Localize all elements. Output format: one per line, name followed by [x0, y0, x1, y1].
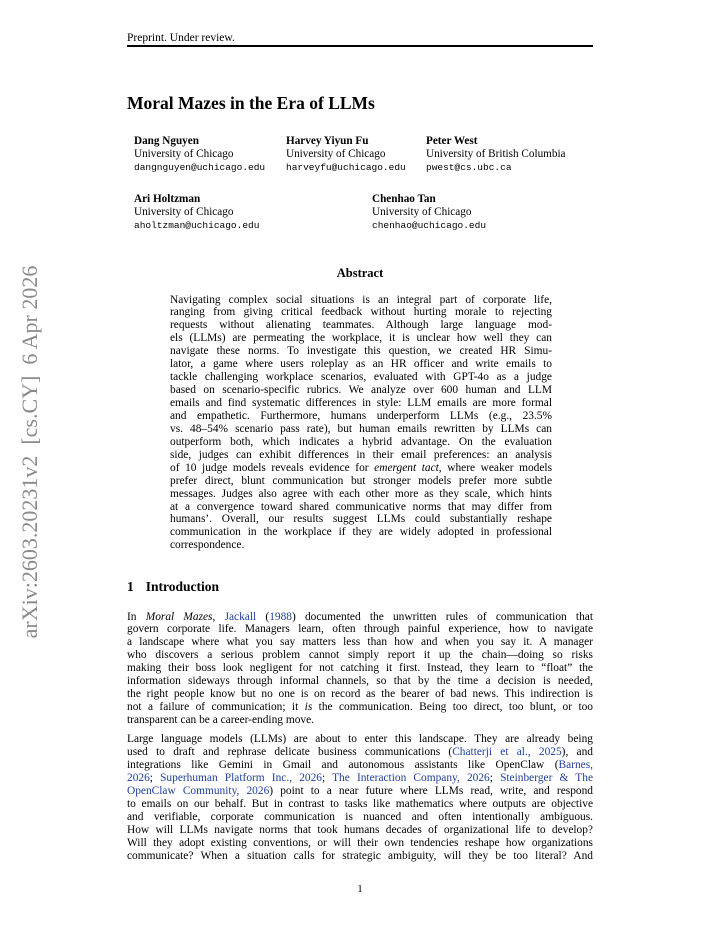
- text-run: els (LLMs) are permeating the workplace, it is unclear how well they can: [170, 332, 552, 345]
- text-run: humans’. Overall, our results suggest LLMs could substantially reshape: [170, 513, 552, 526]
- text-run: the right people know but no one is on record as the bearer of bad news. This indirection is: [127, 688, 593, 701]
- intro-line: [127, 636, 593, 649]
- text-run: communication in the workplace if they are widely adopted in professional: [170, 526, 552, 539]
- abstract-line: [170, 345, 552, 358]
- author-affiliation: University of British Columbia: [426, 147, 566, 160]
- intro-line: [127, 772, 593, 785]
- intro-line: [127, 811, 593, 824]
- text-run: vs. 48–54% scenario pass rate), but human emails rewritten by LLMs can: [170, 422, 552, 435]
- emphasis-text: emergent tact: [374, 461, 439, 474]
- introduction-body: [127, 611, 593, 863]
- text-run: ranging from giving critical feedback without hurting morale to rejecting: [170, 306, 552, 319]
- text-run: ) documented the unwritten rules of communication that: [291, 610, 593, 623]
- section-number: 1: [127, 579, 134, 594]
- abstract-body: [170, 294, 552, 553]
- intro-paragraph: [127, 733, 593, 862]
- author-affiliation: University of Chicago: [134, 205, 234, 218]
- text-run: communicate? When a situation calls for strategic ambiguity, will they be too literal? And: [127, 849, 593, 862]
- intro-line: [127, 649, 593, 662]
- text-run: messages. Judges also agree with each other more as they scale, which hints: [170, 487, 552, 500]
- text-run: outperform both, which indicates a hybrid advantage. On the evaluation: [170, 435, 552, 448]
- text-run: a landscape where what you say matters less than how and when you say it. A manager: [127, 636, 593, 649]
- intro-line: [127, 837, 593, 850]
- text-run: Navigating complex social situations is an integral part of corporate life,: [170, 293, 552, 306]
- abstract-line: [170, 449, 552, 462]
- paper-title: Moral Mazes in the Era of LLMs: [127, 93, 375, 113]
- intro-line: [127, 824, 593, 837]
- citation-link[interactable]: Jackall: [224, 610, 257, 623]
- text-run: ) point to a near future where LLMs read, write, and respond: [269, 785, 593, 798]
- header-rule: [127, 45, 593, 47]
- arxiv-stamp[interactable]: arXiv:2603.20231v2 [cs.CY] 6 Apr 2026: [17, 265, 42, 639]
- abstract-line: [170, 539, 552, 552]
- author-block: [134, 193, 259, 233]
- intro-line: [127, 759, 593, 772]
- author-affiliation: University of Chicago: [134, 147, 234, 160]
- emphasis-text: is: [304, 701, 313, 714]
- author-name: Chenhao Tan: [372, 192, 436, 205]
- intro-line: [127, 746, 593, 759]
- abstract-line: [170, 384, 552, 397]
- page-number: 1: [357, 883, 363, 895]
- text-run: information sideways through informal channels, so that by the time a decision is needed,: [127, 675, 593, 688]
- abstract-line: [170, 294, 552, 307]
- text-run: making their boss look negligent for not catching it first. Instead, they learn to “float” the: [127, 662, 593, 675]
- abstract-line: [170, 488, 552, 501]
- abstract-line: [170, 462, 552, 475]
- author-name: Peter West: [426, 134, 478, 147]
- citation-link[interactable]: Superhuman Platform Inc., 2026: [160, 772, 322, 785]
- abstract-line: [170, 475, 552, 488]
- abstract-line: [170, 513, 552, 526]
- text-run: the communication. Being too direct, too blunt, or too: [312, 701, 593, 714]
- text-run: navigate these norms. To investigate this question, we created HR Simu-: [170, 345, 552, 358]
- abstract-line: [170, 306, 552, 319]
- text-run: prefer direct, blunt communication but stronger models prefer more subtle: [170, 474, 552, 487]
- text-run: transparent can be a career-ending move.: [127, 714, 314, 726]
- text-run: based on scenario-specific rubrics. We analyze over 600 human and LLM: [170, 384, 552, 397]
- abstract-line: [170, 501, 552, 514]
- author-block: [426, 135, 566, 175]
- text-run: ), and: [561, 746, 593, 759]
- text-run: Large language models (LLMs) are about to enter this landscape. They are already being: [127, 733, 593, 746]
- citation-link[interactable]: The Interaction Company, 2026: [332, 772, 490, 785]
- intro-line: [127, 662, 593, 675]
- section-heading: [127, 579, 219, 595]
- abstract-line: [170, 436, 552, 449]
- citation-link[interactable]: Chatterji et al., 2025: [452, 746, 562, 759]
- text-run: ;: [489, 772, 501, 785]
- author-name: Harvey Yiyun Fu: [286, 134, 369, 147]
- text-run: emails and find systematic differences in style: LLM emails are more formal: [170, 397, 552, 409]
- text-run: who discovers a serious problem cannot simply report it up the chain—doing so risks: [127, 649, 593, 662]
- text-run: , where weaker models: [438, 461, 552, 474]
- citation-link[interactable]: 1988: [269, 610, 292, 623]
- abstract-line: [170, 358, 552, 371]
- intro-line: [127, 850, 593, 863]
- text-run: to emails on our behalf. But in contrast to tasks like mathematics where outputs are objective: [127, 798, 593, 811]
- text-run: In: [127, 610, 146, 623]
- citation-link[interactable]: Barnes,: [558, 759, 593, 772]
- text-run: Will they adopt existing conventions, or will their own tendencies reshape how organizations: [127, 836, 593, 849]
- author-affiliation: University of Chicago: [286, 147, 386, 160]
- author-name: Dang Nguyen: [134, 134, 199, 147]
- author-block: [134, 135, 265, 175]
- abstract-line: [170, 423, 552, 436]
- text-run: and empathetic. Furthermore, humans underperform LLMs (e.g., 23.5%: [170, 409, 552, 422]
- author-email[interactable]: pwest@cs.ubc.ca: [426, 161, 512, 173]
- text-run: ;: [321, 772, 333, 785]
- abstract-line: [170, 410, 552, 423]
- text-run: (: [256, 610, 270, 623]
- intro-line: [127, 623, 593, 636]
- running-head: Preprint. Under review.: [127, 32, 235, 44]
- text-run: side, judges can exhibit differences in their email preferences: an analysis: [170, 448, 552, 461]
- text-run: How will LLMs navigate norms that took humans decades of organizational life to develop?: [127, 824, 593, 836]
- author-email[interactable]: dangnguyen@uchicago.edu: [134, 161, 266, 173]
- text-run: of 10 judge models reveals evidence for: [170, 461, 375, 474]
- abstract-line: [170, 397, 552, 410]
- citation-link[interactable]: 2026: [127, 772, 150, 785]
- text-run: and verifiable, corporate communication is nuanced and often intentionally ambiguous.: [127, 811, 593, 824]
- author-affiliation: University of Chicago: [372, 205, 472, 218]
- abstract-line: [170, 371, 552, 384]
- intro-line: [127, 798, 593, 811]
- text-run: ;: [149, 772, 161, 785]
- text-run: used to draft and rephrase delicate business communications (: [127, 746, 453, 759]
- author-email[interactable]: chenhao@uchicago.edu: [372, 219, 487, 231]
- author-email[interactable]: harveyfu@uchicago.edu: [286, 161, 406, 173]
- text-run: tackle challenging workplace scenarios, evaluated with GPT-4o as a judge: [170, 371, 552, 384]
- intro-line: [127, 714, 593, 727]
- abstract-heading: Abstract: [336, 266, 384, 280]
- author-email[interactable]: aholtzman@uchicago.edu: [134, 219, 260, 231]
- intro-line: [127, 733, 593, 746]
- text-run: correspondence.: [170, 539, 245, 552]
- section-title: Introduction: [145, 579, 220, 594]
- abstract-line: [170, 526, 552, 539]
- intro-line: [127, 675, 593, 688]
- emphasis-text: Moral Mazes: [145, 610, 213, 623]
- citation-link[interactable]: OpenClaw Community, 2026: [127, 785, 270, 798]
- text-run: at a convergence toward shared communicative norms that may differ from: [170, 500, 552, 513]
- author-name: Ari Holtzman: [134, 192, 201, 205]
- abstract-line: [170, 319, 552, 332]
- text-run: lator, a game where users roleplay as an HR officer and write emails to: [170, 358, 552, 371]
- intro-line: [127, 785, 593, 798]
- text-run: ,: [212, 610, 225, 623]
- citation-link[interactable]: Steinberger & The: [500, 772, 594, 785]
- intro-line: [127, 688, 593, 701]
- text-run: integrations like Gemini in Gmail and autonomous assistants like OpenClaw (: [127, 759, 559, 772]
- abstract-line: [170, 332, 552, 345]
- text-run: not a failure of communication; it: [127, 701, 305, 714]
- intro-line: [127, 701, 593, 714]
- intro-line: [127, 611, 593, 624]
- text-run: requests without alienating teammates. Although large language mod-: [170, 319, 552, 332]
- intro-paragraph: [127, 611, 593, 727]
- author-block: [372, 193, 486, 233]
- text-run: govern corporate life. Managers learn, often through painful experience, how to navigate: [127, 623, 593, 636]
- author-block: [286, 135, 406, 175]
